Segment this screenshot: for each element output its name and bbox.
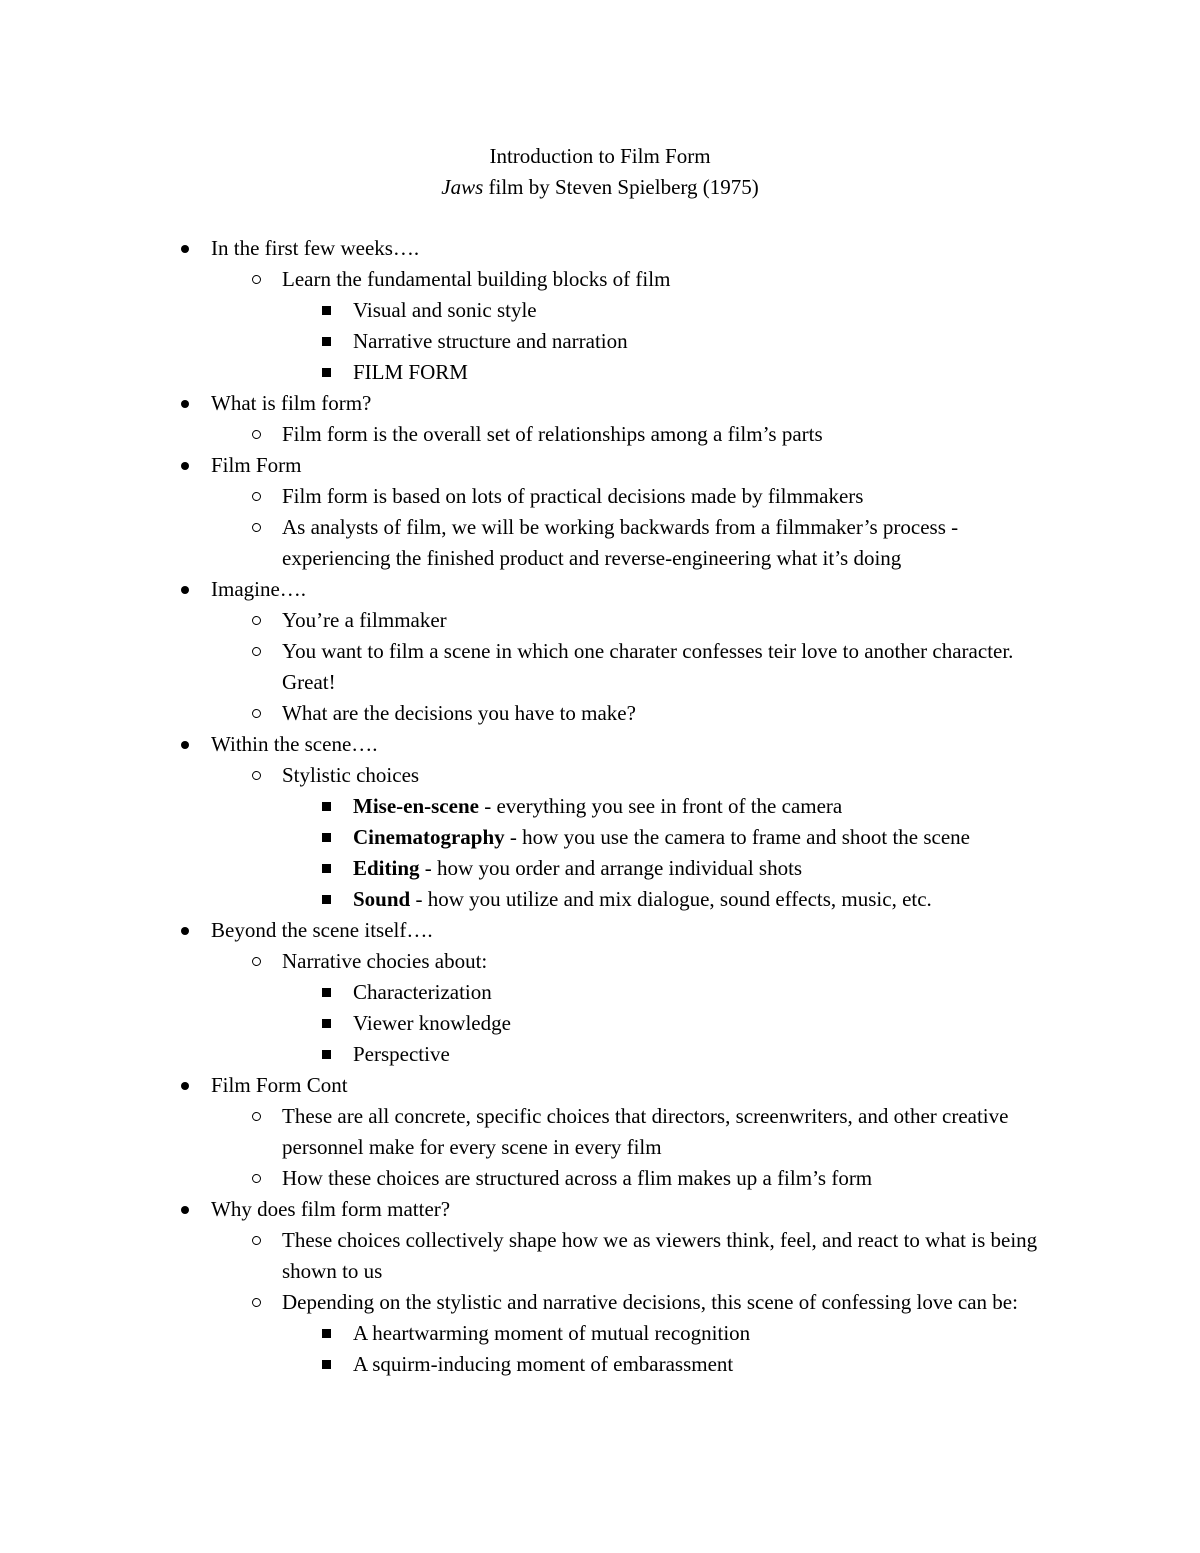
list-item: A squirm-inducing moment of embarassment bbox=[0, 1349, 1200, 1380]
list-item: Narrative structure and narration bbox=[0, 326, 1200, 357]
bullet-dot-icon bbox=[177, 1194, 193, 1225]
bullet-circle-icon bbox=[248, 636, 264, 667]
bullet-square-icon bbox=[318, 977, 334, 1008]
bullet-circle-icon bbox=[248, 1101, 264, 1132]
film-title: Jaws bbox=[441, 175, 484, 199]
list-item: Depending on the stylistic and narrative decisions, this scene of confessing love can be: bbox=[0, 1287, 1062, 1318]
list-item: Characterization bbox=[0, 977, 1200, 1008]
list-item: These choices collectively shape how we as viewers think, feel, and react to what is being shown to us bbox=[0, 1225, 1062, 1287]
bullet-circle-icon bbox=[248, 698, 264, 729]
bullet-circle-icon bbox=[248, 1225, 264, 1256]
bullet-circle-icon bbox=[248, 481, 264, 512]
bullet-square-icon bbox=[318, 1008, 334, 1039]
page-title: Introduction to Film Form bbox=[489, 144, 711, 168]
bullet-circle-icon bbox=[248, 419, 264, 450]
list-item: What is film form? bbox=[0, 388, 1200, 419]
bullet-square-icon bbox=[318, 295, 334, 326]
bullet-circle-icon bbox=[248, 760, 264, 791]
bullet-dot-icon bbox=[177, 450, 193, 481]
bullet-circle-icon bbox=[248, 946, 264, 977]
list-item: Stylistic choices bbox=[0, 760, 1062, 791]
term-editing: Editing bbox=[353, 856, 420, 880]
list-item: Imagine…. bbox=[0, 574, 1200, 605]
list-item: Film form is the overall set of relationships among a film’s parts bbox=[0, 419, 1062, 450]
subtitle-text: film by Steven Spielberg (1975) bbox=[483, 175, 759, 199]
list-item: Learn the fundamental building blocks of film bbox=[0, 264, 1062, 295]
list-item: These are all concrete, specific choices that directors, screenwriters, and other creative personnel make for every scene in every film bbox=[0, 1101, 1062, 1163]
list-item: A heartwarming moment of mutual recognition bbox=[0, 1318, 1200, 1349]
bullet-square-icon bbox=[318, 884, 334, 915]
bullet-square-icon bbox=[318, 822, 334, 853]
bullet-circle-icon bbox=[248, 1287, 264, 1318]
page-subtitle bbox=[0, 172, 1200, 203]
list-item: Film form is based on lots of practical decisions made by filmmakers bbox=[0, 481, 1062, 512]
list-item: Film Form bbox=[0, 450, 1200, 481]
list-item: Beyond the scene itself…. bbox=[0, 915, 1200, 946]
bullet-dot-icon bbox=[177, 1070, 193, 1101]
bullet-circle-icon bbox=[248, 1163, 264, 1194]
bullet-square-icon bbox=[318, 326, 334, 357]
bullet-square-icon bbox=[318, 357, 334, 388]
list-item: In the first few weeks…. bbox=[0, 233, 1200, 264]
bullet-circle-icon bbox=[248, 605, 264, 636]
bullet-square-icon bbox=[318, 1318, 334, 1349]
bullet-dot-icon bbox=[177, 574, 193, 605]
bullet-square-icon bbox=[318, 1039, 334, 1070]
bullet-square-icon bbox=[318, 791, 334, 822]
bullet-circle-icon bbox=[248, 512, 264, 543]
bullet-dot-icon bbox=[177, 388, 193, 419]
list-item: Why does film form matter? bbox=[0, 1194, 1200, 1225]
list-item: Mise-en-scene - everything you see in front of the camera bbox=[0, 791, 1200, 822]
term-cinematography: Cinematography bbox=[353, 825, 505, 849]
list-item: FILM FORM bbox=[0, 357, 1200, 388]
term-sound: Sound bbox=[353, 887, 411, 911]
bullet-dot-icon bbox=[177, 233, 193, 264]
bullet-square-icon bbox=[318, 853, 334, 884]
bullet-dot-icon bbox=[177, 729, 193, 760]
list-item: As analysts of film, we will be working backwards from a filmmaker’s process - experiencing the finished product and reverse-engineering what it’s doing bbox=[0, 512, 1062, 574]
bullet-circle-icon bbox=[248, 264, 264, 295]
list-item: Editing - how you order and arrange individual shots bbox=[0, 853, 1200, 884]
bullet-square-icon bbox=[318, 1349, 334, 1380]
document-header bbox=[0, 141, 1200, 203]
bullet-dot-icon bbox=[177, 915, 193, 946]
list-item: You want to film a scene in which one charater confesses teir love to another character. Great! bbox=[0, 636, 1062, 698]
term-mise-en-scene: Mise-en-scene bbox=[353, 794, 479, 818]
list-item: You’re a filmmaker bbox=[0, 605, 1062, 636]
list-item: What are the decisions you have to make? bbox=[0, 698, 1062, 729]
list-item: Perspective bbox=[0, 1039, 1200, 1070]
list-item: Cinematography - how you use the camera to frame and shoot the scene bbox=[0, 822, 1200, 853]
list-item: Viewer knowledge bbox=[0, 1008, 1200, 1039]
list-item: Narrative chocies about: bbox=[0, 946, 1062, 977]
list-item: How these choices are structured across a flim makes up a film’s form bbox=[0, 1163, 1062, 1194]
list-item: Within the scene…. bbox=[0, 729, 1200, 760]
list-item: Sound - how you utilize and mix dialogue, sound effects, music, etc. bbox=[0, 884, 1200, 915]
outline-list bbox=[0, 233, 1200, 1380]
list-item: Film Form Cont bbox=[0, 1070, 1200, 1101]
list-item: Visual and sonic style bbox=[0, 295, 1200, 326]
